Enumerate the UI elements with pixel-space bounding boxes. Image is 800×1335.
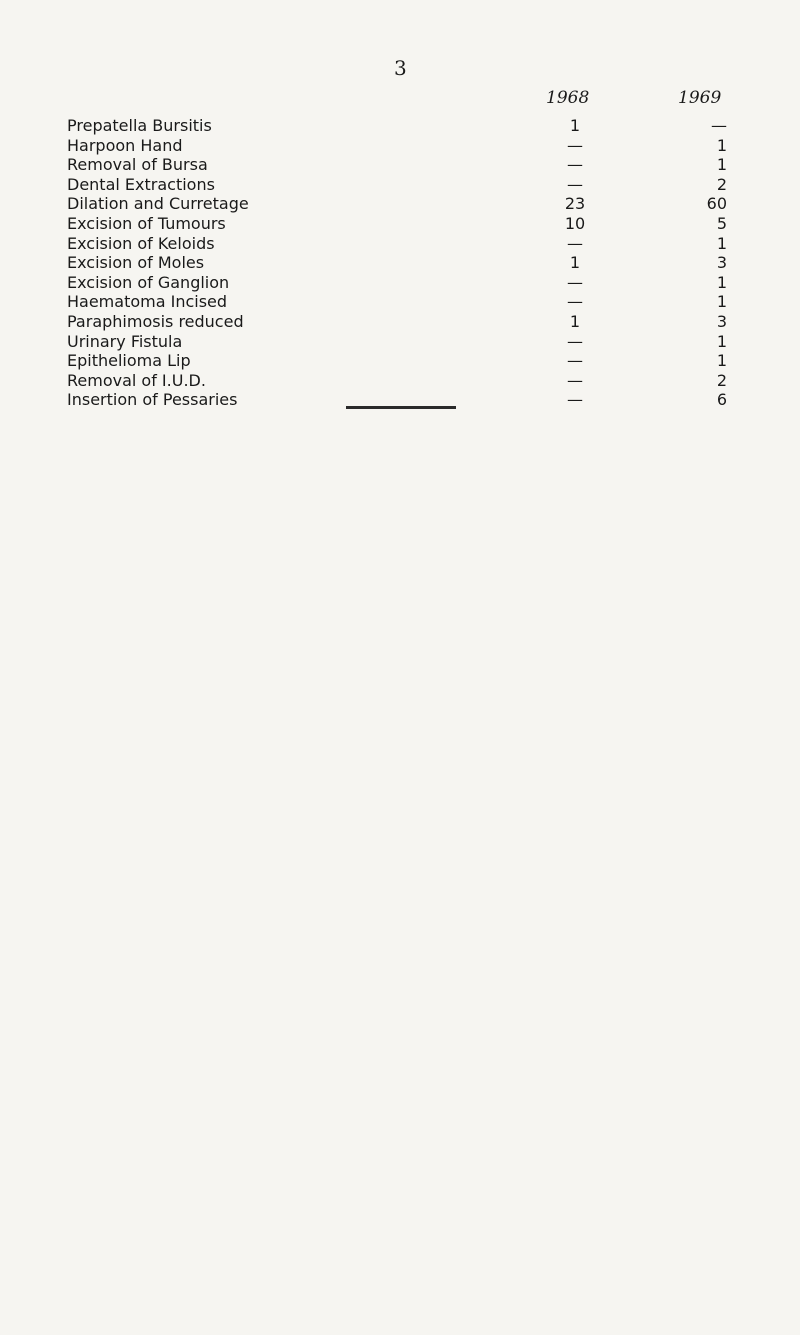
value-1969: 2 bbox=[716, 370, 727, 390]
row-label: Dental Extractions bbox=[67, 174, 215, 194]
table-row bbox=[67, 234, 727, 254]
row-label: Removal of Bursa bbox=[67, 155, 208, 175]
table-row bbox=[67, 312, 727, 332]
table-row bbox=[67, 351, 727, 371]
section-divider bbox=[346, 406, 456, 409]
row-label: Paraphimosis reduced bbox=[67, 311, 244, 331]
table-row bbox=[67, 332, 727, 352]
table-row bbox=[67, 214, 727, 234]
value-1969: 3 bbox=[716, 253, 727, 273]
value-1969: 3 bbox=[716, 311, 727, 331]
value-1969: — bbox=[711, 116, 727, 135]
table-row bbox=[67, 175, 727, 195]
value-1968: — bbox=[567, 174, 583, 194]
value-1969: 1 bbox=[716, 155, 727, 175]
value-1968: — bbox=[567, 155, 583, 175]
row-label: Removal of I.U.D. bbox=[67, 370, 206, 390]
row-label: Dilation and Curretage bbox=[67, 194, 249, 214]
page-number: 3 bbox=[394, 56, 407, 80]
value-1968: — bbox=[567, 370, 583, 390]
row-label: Excision of Moles bbox=[67, 253, 205, 273]
column-header-1969: 1969 bbox=[678, 88, 722, 108]
value-1969: 60 bbox=[706, 194, 727, 214]
value-1969: 6 bbox=[716, 390, 727, 410]
value-1968: — bbox=[567, 272, 583, 292]
value-1969: 1 bbox=[716, 351, 727, 371]
row-label: Excision of Keloids bbox=[67, 233, 215, 253]
row-label: Prepatella Bursitis bbox=[67, 116, 212, 135]
column-header-1968: 1968 bbox=[546, 88, 590, 108]
table-row bbox=[67, 253, 727, 273]
value-1969: 2 bbox=[716, 174, 727, 194]
value-1968: — bbox=[567, 233, 583, 253]
value-1969: 1 bbox=[716, 292, 727, 312]
table-row bbox=[67, 371, 727, 391]
value-1969: 1 bbox=[716, 331, 727, 351]
row-label: Urinary Fistula bbox=[67, 331, 183, 351]
value-1968: — bbox=[567, 351, 583, 371]
value-1968: — bbox=[567, 292, 583, 312]
row-label: Excision of Tumours bbox=[67, 213, 226, 233]
table-row bbox=[67, 273, 727, 293]
value-1968: — bbox=[567, 390, 583, 410]
table-row bbox=[67, 116, 727, 136]
value-1969: 1 bbox=[716, 135, 727, 155]
value-1968: 1 bbox=[569, 253, 581, 273]
value-1968: 1 bbox=[569, 311, 581, 331]
row-label: Harpoon Hand bbox=[67, 135, 183, 155]
value-1968: — bbox=[567, 331, 583, 351]
row-label: Excision of Ganglion bbox=[67, 272, 230, 292]
table-row bbox=[67, 194, 727, 214]
value-1969: 1 bbox=[716, 233, 727, 253]
row-label: Epithelioma Lip bbox=[67, 351, 191, 371]
value-1968: 1 bbox=[569, 116, 581, 135]
table-row bbox=[67, 292, 727, 312]
value-1969: 5 bbox=[716, 213, 727, 233]
table-row bbox=[67, 155, 727, 175]
value-1968: — bbox=[567, 135, 583, 155]
value-1968: 10 bbox=[564, 213, 586, 233]
value-1969: 1 bbox=[716, 272, 727, 292]
operations-table bbox=[67, 116, 727, 410]
row-label: Haematoma Incised bbox=[67, 292, 228, 312]
table-row bbox=[67, 136, 727, 156]
value-1968: 23 bbox=[564, 194, 586, 214]
row-label: Insertion of Pessaries bbox=[67, 390, 238, 410]
